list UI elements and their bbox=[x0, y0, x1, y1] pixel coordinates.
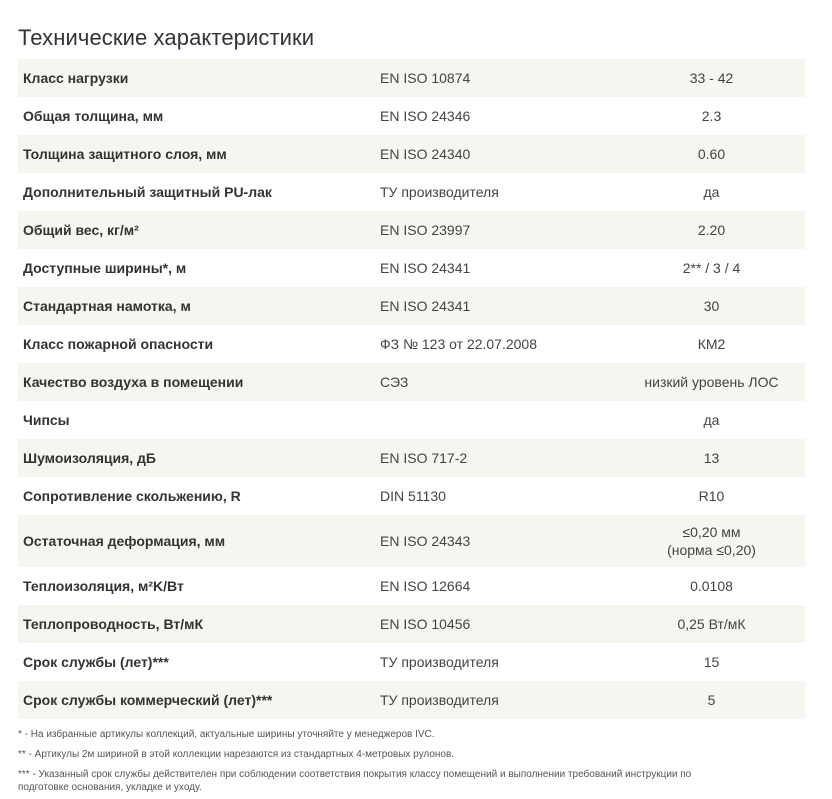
specs-table bbox=[18, 59, 805, 719]
spec-standard: EN ISO 24341 bbox=[380, 298, 471, 314]
spec-name: Чипсы bbox=[23, 412, 70, 428]
table-row bbox=[18, 59, 805, 97]
spec-name: Общая толщина, мм bbox=[23, 108, 164, 124]
spec-standard: EN ISO 24341 bbox=[380, 260, 471, 276]
table-row bbox=[18, 515, 805, 567]
spec-value: 5 bbox=[707, 692, 716, 708]
spec-name: Класс нагрузки bbox=[23, 70, 129, 86]
table-row bbox=[18, 135, 805, 173]
spec-value-line: ≤0,20 мм bbox=[682, 524, 741, 540]
spec-name: Доступные ширины*, м bbox=[23, 260, 187, 276]
footnote: * - На избранные артикулы коллекций, актуальные ширины уточняйте у менеджеров IVC. bbox=[18, 729, 435, 740]
table-row bbox=[18, 605, 805, 643]
spec-value-note: (норма ≤0,20) bbox=[667, 542, 756, 558]
spec-name: Сопротивление скольжению, R bbox=[23, 488, 241, 504]
table-row bbox=[18, 97, 805, 135]
spec-standard: DIN 51130 bbox=[380, 488, 446, 504]
spec-value: 0,25 Вт/мК bbox=[677, 616, 746, 632]
spec-name: Общий вес, кг/м² bbox=[23, 222, 139, 238]
spec-value: да bbox=[703, 412, 720, 428]
table-row bbox=[18, 401, 805, 439]
table-row bbox=[18, 287, 805, 325]
spec-standard: ТУ производителя bbox=[380, 692, 499, 708]
spec-value: 2** / 3 / 4 bbox=[682, 260, 741, 276]
spec-name: Теплоизоляция, м²K/Вт bbox=[23, 578, 184, 594]
spec-standard: EN ISO 24340 bbox=[380, 146, 471, 162]
spec-value: 30 bbox=[703, 298, 720, 314]
table-row bbox=[18, 363, 805, 401]
spec-value: 33 - 42 bbox=[689, 70, 734, 86]
spec-value: 15 bbox=[703, 654, 720, 670]
spec-standard: EN ISO 10874 bbox=[380, 70, 471, 86]
spec-value: 13 bbox=[703, 450, 720, 466]
spec-name: Теплопроводность, Вт/мК bbox=[23, 616, 204, 632]
table-row bbox=[18, 249, 805, 287]
spec-value: 2.20 bbox=[697, 222, 726, 238]
spec-value: КМ2 bbox=[697, 336, 726, 352]
spec-standard: ТУ производителя bbox=[380, 184, 499, 200]
spec-value: 0.60 bbox=[697, 146, 726, 162]
spec-name: Шумоизоляция, дБ bbox=[23, 450, 156, 466]
footnotes bbox=[18, 728, 718, 794]
spec-standard: EN ISO 24343 bbox=[380, 533, 471, 549]
table-row bbox=[18, 681, 805, 719]
spec-value: 0.0108 bbox=[690, 578, 733, 594]
spec-standard: ФЗ № 123 от 22.07.2008 bbox=[380, 336, 537, 352]
spec-value: да bbox=[703, 184, 720, 200]
spec-name: Дополнительный защитный PU-лак bbox=[23, 184, 272, 200]
spec-name: Остаточная деформация, мм bbox=[23, 533, 226, 549]
table-row bbox=[18, 211, 805, 249]
table-row bbox=[18, 477, 805, 515]
spec-name: Стандартная намотка, м bbox=[23, 298, 191, 314]
spec-value: 2.3 bbox=[701, 108, 722, 124]
spec-name: Толщина защитного слоя, мм bbox=[23, 146, 227, 162]
spec-name: Срок службы коммерческий (лет)*** bbox=[23, 692, 273, 708]
spec-standard: EN ISO 12664 bbox=[380, 578, 471, 594]
spec-standard: EN ISO 10456 bbox=[380, 616, 471, 632]
spec-standard: СЭЗ bbox=[380, 374, 409, 390]
spec-standard: ТУ производителя bbox=[380, 654, 499, 670]
spec-name: Класс пожарной опасности bbox=[23, 336, 214, 352]
table-row bbox=[18, 173, 805, 211]
footnote: *** - Указанный срок службы действителен при соблюдении соответствия покрытия классу помещений и выполнении требований инструкции по подготовке основания, укладке и уходу. bbox=[18, 769, 692, 793]
spec-value: R10 bbox=[698, 488, 725, 504]
spec-name: Качество воздуха в помещении bbox=[23, 374, 244, 390]
table-row bbox=[18, 567, 805, 605]
spec-standard: EN ISO 717-2 bbox=[380, 450, 468, 466]
table-row bbox=[18, 325, 805, 363]
spec-value: низкий уровень ЛОС bbox=[644, 374, 779, 390]
table-row bbox=[18, 439, 805, 477]
spec-value bbox=[618, 523, 805, 559]
page-title: Технические характеристики bbox=[18, 24, 315, 50]
table-row bbox=[18, 643, 805, 681]
spec-standard: EN ISO 23997 bbox=[380, 222, 471, 238]
spec-standard: EN ISO 24346 bbox=[380, 108, 471, 124]
spec-name: Срок службы (лет)*** bbox=[23, 654, 169, 670]
footnote: ** - Артикулы 2м шириной в этой коллекции нарезаются из стандартных 4-метровых рулонов. bbox=[18, 749, 455, 760]
